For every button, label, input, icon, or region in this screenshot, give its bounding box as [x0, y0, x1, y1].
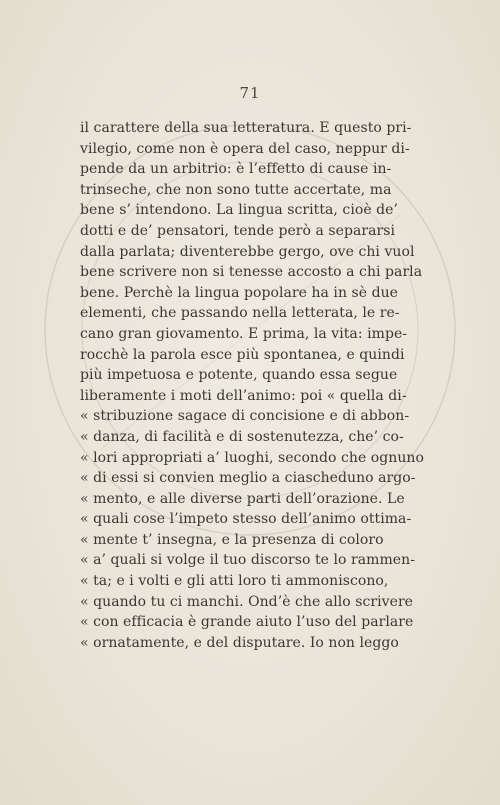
text-line: dalla parlata; diventerebbe gergo, ove chi vuol [80, 243, 415, 260]
text-line: « stribuzione sagace di concisione e di abbon- [80, 408, 410, 425]
text-line: bene s’ intendono. La lingua scritta, cioè de’ [80, 202, 399, 219]
text-line: il carattere della sua letteratura. E questo pri- [80, 120, 412, 136]
text-line: vilegio, come non è opera del caso, neppur di- [80, 140, 410, 157]
text-line: trinseche, che non sono tutte accertate, ma [80, 181, 392, 198]
text-line: « mente t’ insegna, e la presenza di coloro [80, 531, 384, 548]
text-line: bene. Perchè la lingua popolare ha in sè due [80, 284, 399, 301]
text-line: « di essi si convien meglio a ciascheduno argo- [80, 470, 416, 487]
body-text [80, 118, 424, 653]
text-line: dotti e de’ pensatori, tende però a separarsi [80, 222, 396, 239]
text-line: « con efficacia è grande aiuto l’uso del parlare [80, 614, 414, 631]
text-line: liberamente i moti dell’animo: poi « quella di- [80, 387, 407, 404]
text-line: « quando tu ci manchi. Ond’è che allo scrivere [80, 593, 414, 610]
text-line: bene scrivere non si tenesse accosto a chi parla [80, 264, 423, 281]
text-line: « mento, e alle diverse parti dell’orazione. Le [80, 490, 405, 507]
text-line: « ta; e i volti e gli atti loro ti ammoniscono, [80, 573, 389, 590]
text-line: « a’ quali si volge il tuo discorso te lo rammen- [80, 552, 415, 569]
text-line: più impetuosa e potente, quando essa segue [80, 367, 398, 384]
text-line: rocchè la parola esce più spontanea, e quindi [80, 346, 405, 363]
text-line: elementi, che passando nella letterata, le re- [80, 305, 400, 322]
page-number: 71 [239, 84, 261, 102]
text-line: « lori appropriati a’ luoghi, secondo che ognuno [80, 449, 424, 466]
text-line: « danza, di facilità e di sostenutezza, che’ co- [80, 428, 404, 445]
text-line: cano gran giovamento. E prima, la vita: impe- [80, 325, 408, 342]
text-line: « quali cose l’impeto stesso dell’animo ottima- [80, 511, 412, 528]
text-line: « ornatamente, e del disputare. Io non leggo [80, 634, 399, 651]
text-line: pende da un arbitrio: è l’effetto di cause in- [80, 161, 392, 178]
